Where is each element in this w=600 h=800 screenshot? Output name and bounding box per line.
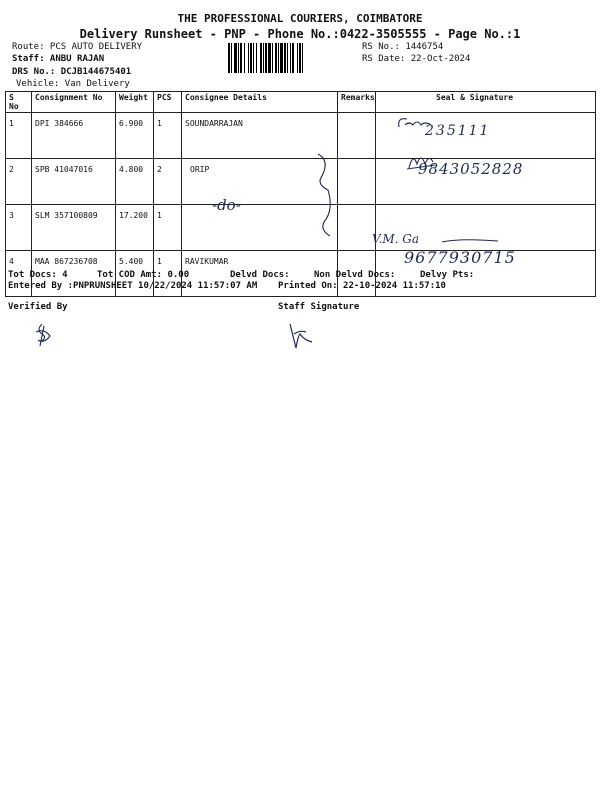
table-header-row [6,92,596,113]
row4-handwritten-number: 9677930715 [404,248,516,267]
cell-consignment: DPI 384666 [32,113,116,159]
cell-consignee: SOUNDARRAJAN [182,113,338,159]
col-seal: Seal & Signature [376,92,596,113]
table-row [6,205,596,251]
bracket-mark [312,150,338,240]
col-pcs: PCS [154,92,182,113]
printed-on: Printed On: 22-10-2024 11:57:10 [278,281,446,291]
cell-consignment: MAA 867236708 [32,251,116,297]
total-docs: Tot Docs: 4 [8,270,68,280]
drs-number: DRS No.: DCJB144675401 [12,67,132,77]
cell-consignment: SLM 357100809 [32,205,116,251]
cell-pcs: 1 [154,251,182,297]
col-weight: Weight [116,92,154,113]
runsheet-subtitle: Delivery Runsheet - PNP - Phone No.:0422-3505555 - Page No.:1 [79,27,521,41]
staff-signature [286,320,316,352]
barcode [228,43,356,73]
cell-sno: 4 [6,251,32,297]
cell-weight: 4.800 [116,159,154,205]
company-title: THE PROFESSIONAL COURIERS, COIMBATORE [177,12,423,25]
rs-number: RS No.: 1446754 [362,42,444,52]
cell-remarks [338,113,376,159]
verifier-signature [32,322,54,348]
cell-pcs: 1 [154,205,182,251]
non-delivered-docs: Non Delvd Docs: [314,270,396,280]
cell-weight: 6.900 [116,113,154,159]
cell-pcs: 2 [154,159,182,205]
vehicle-label: Vehicle: Van Delivery [16,79,130,89]
col-sno: S No [6,92,32,113]
cell-weight: 17.200 [116,205,154,251]
delivered-docs: Delvd Docs: [230,270,290,280]
cell-consignment: SPB 41047016 [32,159,116,205]
cell-consignee: RAVIKUMAR [182,251,338,297]
col-consignment: Consignment No [32,92,116,113]
route-label: Route: PCS AUTO DELIVERY [12,42,143,52]
row4-handwritten-name: V.M. Ga [372,232,420,246]
table-row [6,113,596,159]
cell-pcs: 1 [154,113,182,159]
cell-remarks [338,205,376,251]
row2-handwritten-number: 9843052828 [418,160,524,178]
cell-consignee: ORIP [182,159,338,205]
row3-ditto-mark: -do- [212,196,241,214]
row1-handwritten-number: 235111 [425,123,491,139]
col-remarks: Remarks [338,92,376,113]
cell-sno: 3 [6,205,32,251]
delivery-points: Delvy Pts: [420,270,475,280]
cell-weight: 5.400 [116,251,154,297]
staff-label: Staff: ANBU RAJAN [12,54,105,64]
cell-remarks [338,159,376,205]
col-consignee: Consignee Details [182,92,338,113]
entered-by: Entered By :PNPRUNSHEET 10/22/2024 11:57:07 AM [8,281,258,291]
verified-by-label: Verified By [8,302,68,312]
staff-signature-label: Staff Signature [278,302,360,312]
rs-date: RS Date: 22-Oct-2024 [362,54,471,64]
total-cod-amount: Tot COD Amt: 0.00 [97,270,190,280]
row4-signature-tail [440,236,500,246]
cell-sno: 2 [6,159,32,205]
cell-sno: 1 [6,113,32,159]
